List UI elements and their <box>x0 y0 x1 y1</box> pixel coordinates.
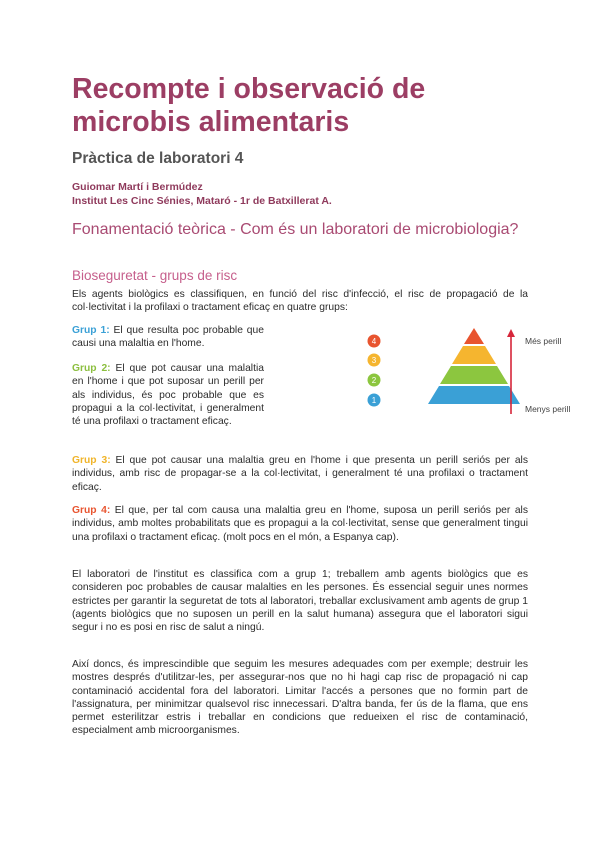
more-danger-label: Més perill <box>525 336 562 346</box>
institution-line: Institut Les Cinc Sénies, Mataró - 1r de Batxillerat A. <box>72 195 332 207</box>
author-block <box>72 180 332 208</box>
group-4-paragraph <box>72 504 528 544</box>
level-number-3: 3 <box>371 356 377 365</box>
level-number-2: 2 <box>371 376 377 385</box>
pyramid-level-4 <box>464 328 484 344</box>
pyramid-level-1 <box>428 386 520 404</box>
group-2-text: El que pot causar una malaltia en l'home i que pot suposar un perill per als individus, és poc probable que es propagui a la col·lectivitat, i generalment té una profilaxi o tractament eficaç. <box>72 363 264 428</box>
lab-classification-paragraph: El laboratori de l'institut es classifica com a grup 1; treballem amb agents biològics que es consideren poc probables de causar malalties en les persones. És essencial seguir unes normes estrictes per garantir la seguretat de tots al laboratori, treballar exclusivament amb agents de grup 1 (agents biològics que no suposen un perill en la salut humana) assegura que el laboratori sigui segur i no es posi en risc de salut a ningú. <box>72 569 528 634</box>
section-title: Fonamentació teòrica - Com és un laboratori de microbiologia? <box>72 221 519 238</box>
pyramid-level-2 <box>440 366 508 384</box>
safety-measures-paragraph: Així doncs, és imprescindible que seguim les mesures adequades com per exemple; destruir les mostres després d'utilitzar-les, per assegurar-nos que no hi hagi cap risc de propagació ni cap contaminació accidental fora del laboratori. Limitar l'accés a persones que no formin part de l'assignatura, per minimitzar qualsevol risc innecessari. D'altra banda, fer ús de la flama, que ens permet esterilitzar estris i treballar en condicions que redueixen el risc de contaminació, especialment amb microorganismes. <box>72 659 528 737</box>
group-1-paragraph <box>72 324 264 351</box>
group-2-label: Grup 2: <box>72 363 111 374</box>
pyramid-level-3 <box>452 346 496 364</box>
less-danger-label: Menys perill <box>525 404 571 414</box>
level-number-4: 4 <box>371 337 377 346</box>
subsection-title: Bioseguretat - grups de risc <box>72 268 238 283</box>
group-1-text: El que resulta poc probable que causi una malaltia en l'home. <box>72 325 264 350</box>
level-number-1: 1 <box>371 396 377 405</box>
danger-arrow-head <box>507 329 515 337</box>
author-name: Guiomar Martí i Bermúdez <box>72 181 203 193</box>
group-4-label: Grup 4: <box>72 505 111 516</box>
page-title: Recompte i observació de microbis alimentaris <box>72 73 426 138</box>
group-3-label: Grup 3: <box>72 455 111 466</box>
intro-paragraph: Els agents biològics es classifiquen, en funció del risc d'infecció, el risc de propagació de la col·lectivitat i la profilaxi o tractament eficaç en quatre grups: <box>72 289 528 314</box>
group-1-label: Grup 1: <box>72 325 110 336</box>
group-2-paragraph <box>72 362 264 428</box>
group-3-paragraph <box>72 454 528 494</box>
risk-pyramid-figure <box>362 326 598 418</box>
practice-subtitle: Pràctica de laboratori 4 <box>72 150 244 167</box>
group-3-text: El que pot causar una malaltia greu en l'home i que presenta un perill seriós per als individus, amb risc de propagar-se a la col·lectivitat, i generalment té una profilaxi o tractament eficaç. <box>72 455 528 493</box>
group-4-text: El que, per tal com causa una malaltia greu en l'home, suposa un perill seriós per als individus, amb moltes probabilitats que es propagui a la col·lectivitat, sense que generalment tingui una profilaxi o tractament eficaç. (molt pocs en el món, a Espanya cap). <box>72 505 528 543</box>
